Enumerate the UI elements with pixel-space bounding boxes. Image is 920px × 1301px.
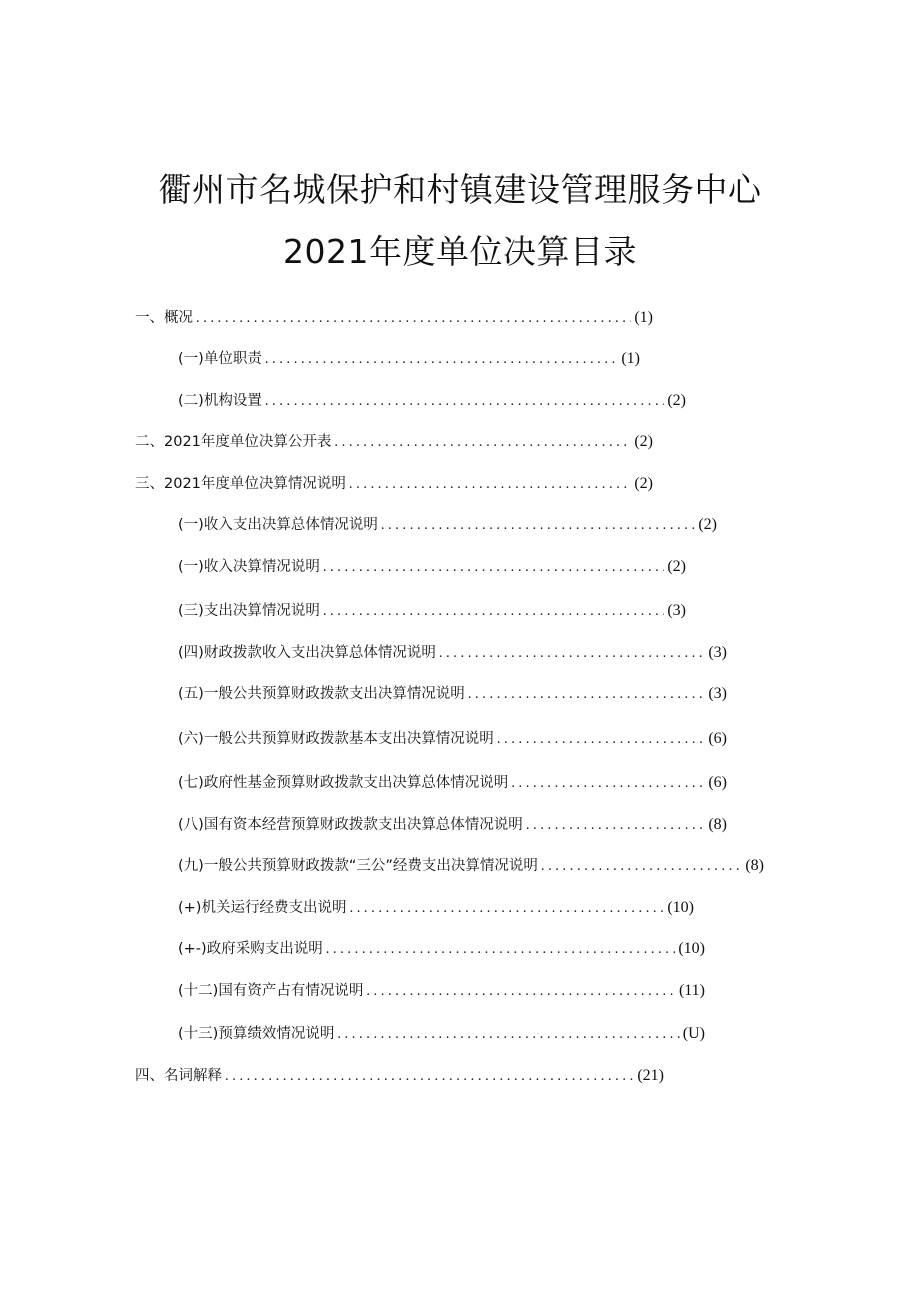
toc-entry-page: (U)	[682, 1025, 705, 1042]
toc-entry-label: (二)机构设置	[178, 393, 262, 409]
toc-entry-page: (6)	[708, 774, 727, 791]
toc-dot-leader	[497, 727, 706, 751]
toc-entry-public-tables[interactable]	[135, 430, 653, 454]
toc-dot-leader	[225, 1064, 634, 1088]
toc-entry-label: (一)收入支出决算总体情况说明	[178, 517, 378, 533]
toc-dot-leader	[541, 854, 743, 878]
toc-entry-label: (七)政府性基金预算财政拨款支出决算总体情况说明	[178, 775, 509, 791]
toc-entry-label: (一)收入决算情况说明	[178, 559, 320, 575]
toc-entry-structure[interactable]	[178, 389, 686, 413]
toc-entry-page: (3)	[708, 685, 727, 702]
toc-entry-label: (五)一般公共预算财政拨款支出决算情况说明	[178, 686, 465, 702]
toc-entry-page: (8)	[745, 857, 764, 874]
toc-entry-label: 一、概况	[135, 310, 193, 326]
toc-entry-page: (10)	[678, 940, 705, 957]
toc-entry-page: (2)	[634, 475, 653, 492]
toc-entry-label: (一)单位职责	[178, 351, 262, 367]
toc-dot-leader	[323, 599, 665, 623]
toc-entry-performance[interactable]	[178, 1022, 705, 1046]
toc-entry-procurement[interactable]	[178, 937, 705, 961]
toc-entry-government-fund[interactable]	[178, 771, 727, 795]
toc-entry-label: 三、2021年度单位决算情况说明	[135, 476, 346, 492]
toc-entry-label: 四、名词解释	[135, 1068, 222, 1084]
toc-dot-leader	[265, 389, 665, 413]
toc-entry-label: 二、2021年度单位决算公开表	[135, 434, 332, 450]
toc-dot-leader	[349, 472, 631, 496]
toc-entry-operating-expenses[interactable]	[178, 896, 694, 920]
toc-entry-page: (3)	[667, 602, 686, 619]
toc-entry-label: (+-)政府采购支出说明	[178, 941, 323, 957]
toc-entry-label: (八)国有资本经营预算财政拨款支出决算总体情况说明	[178, 817, 523, 833]
toc-entry-label: (十二)国有资产占有情况说明	[178, 983, 364, 999]
toc-entry-label: (六)一般公共预算财政拨款基本支出决算情况说明	[178, 731, 494, 747]
toc-entry-expense[interactable]	[178, 599, 686, 623]
toc-entry-general-budget-basic[interactable]	[178, 727, 727, 751]
toc-entry-label: (四)财政拨款收入支出决算总体情况说明	[178, 645, 436, 661]
toc-entry-page: (2)	[634, 433, 653, 450]
toc-entry-label: (三)支出决算情况说明	[178, 603, 320, 619]
toc-entry-label: (十三)预算绩效情况说明	[178, 1026, 335, 1042]
toc-entry-page: (11)	[678, 982, 705, 999]
toc-dot-leader	[349, 896, 664, 920]
toc-entry-state-capital[interactable]	[178, 813, 727, 837]
toc-dot-leader	[366, 979, 676, 1003]
toc-entry-page: (2)	[667, 558, 686, 575]
document-title-line1: 衢州市名城保护和村镇建设管理服务中心	[158, 170, 762, 209]
toc-entry-label: (+)机关运行经费支出说明	[178, 900, 347, 916]
document-title-line2: 2021年度单位决算目录	[283, 232, 637, 271]
toc-entry-page: (3)	[708, 644, 727, 661]
toc-dot-leader	[381, 513, 696, 537]
toc-entry-state-assets[interactable]	[178, 979, 705, 1003]
toc-entry-page: (2)	[667, 392, 686, 409]
toc-dot-leader	[439, 641, 706, 665]
toc-entry-overview[interactable]	[135, 306, 653, 330]
toc-entry-income-expense-overall[interactable]	[178, 513, 717, 537]
toc-entry-duties[interactable]	[178, 347, 640, 371]
toc-entry-page: (8)	[708, 816, 727, 833]
toc-dot-leader	[337, 1022, 679, 1046]
toc-dot-leader	[511, 771, 705, 795]
toc-dot-leader	[526, 813, 706, 837]
toc-dot-leader	[323, 555, 665, 579]
toc-dot-leader	[326, 937, 676, 961]
toc-entry-page: (2)	[698, 516, 717, 533]
toc-dot-leader	[196, 306, 631, 330]
toc-entry-page: (10)	[667, 899, 694, 916]
toc-entry-three-public-expenses[interactable]	[178, 854, 764, 878]
toc-dot-leader	[265, 347, 619, 371]
toc-entry-page: (21)	[637, 1067, 664, 1084]
toc-entry-glossary[interactable]	[135, 1064, 664, 1088]
toc-entry-general-budget-expense[interactable]	[178, 682, 727, 706]
toc-entry-page: (1)	[634, 309, 653, 326]
toc-entry-income[interactable]	[178, 555, 686, 579]
toc-dot-leader	[468, 682, 706, 706]
toc-entry-page: (1)	[621, 350, 640, 367]
toc-dot-leader	[334, 430, 631, 454]
toc-entry-fiscal-overall[interactable]	[178, 641, 727, 665]
toc-entry-page: (6)	[708, 730, 727, 747]
toc-entry-label: (九)一般公共预算财政拨款“三公”经费支出决算情况说明	[178, 858, 538, 874]
toc-entry-explanations[interactable]	[135, 472, 653, 496]
